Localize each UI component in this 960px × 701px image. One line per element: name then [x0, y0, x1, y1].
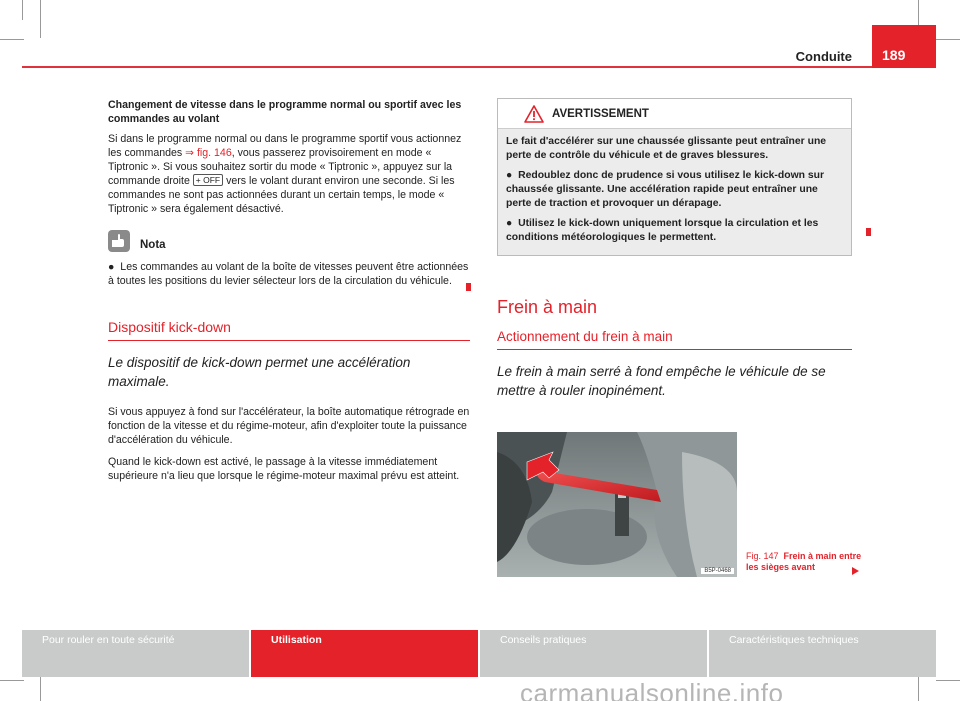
crop-mark — [0, 680, 24, 681]
chapter-title: Conduite — [795, 49, 852, 64]
warning-box — [497, 98, 852, 256]
chapter-navigation — [22, 630, 936, 677]
section-intro-kickdown: Le dispositif de kick-down permet une accélération maximale. — [108, 355, 411, 389]
handbrake-photo — [497, 432, 737, 577]
handbrake-illustration — [497, 432, 737, 577]
crop-mark — [936, 39, 960, 40]
nav-tab-utilisation[interactable]: Utilisation — [251, 630, 478, 677]
warning-intro: Le fait d'accélérer sur une chaussée glissante peut entraîner une perte de contrôle du véhicule et de graves blessures. — [506, 136, 827, 161]
continue-arrow-icon — [852, 567, 859, 575]
paragraph-kickdown-1: Si vous appuyez à fond sur l'accélérateur, la boîte automatique rétrograde en fonction de la vitesse et du régime-moteur, afin d'exploiter toute la puissance d'accélération du véhicule. — [108, 406, 470, 446]
watermark: carmanualsonline.info — [520, 678, 784, 701]
nav-tab-securite[interactable]: Pour rouler en toute sécurité — [22, 630, 249, 677]
nota-item — [108, 260, 470, 288]
nota-title: Nota — [140, 239, 166, 251]
photo-reference-tag: B5P-0468 — [701, 568, 734, 574]
paragraph-kickdown-2: Quand le kick-down est activé, le passage à la vitesse immédiatement supérieure n'a lieu que lorsque le régime-moteur maximal prévu est atteint. — [108, 456, 460, 482]
paragraph-tiptronic — [108, 132, 470, 216]
warning-item-text: Utilisez le kick-down uniquement lorsque la circulation et les conditions météorologiques le permettent. — [506, 218, 819, 243]
nav-tab-conseils[interactable]: Conseils pratiques — [480, 630, 707, 677]
figure-reference-link[interactable]: ⇒ fig. 146 — [185, 147, 232, 159]
section-title-kickdown: Dispositif kick-down — [108, 320, 470, 341]
nav-tab-caracteristiques[interactable]: Caractéristiques techniques — [709, 630, 936, 677]
nota-header — [108, 230, 470, 252]
section-intro-handbrake: Le frein à main serré à fond empêche le véhicule de se mettre à rouler inopinément. — [497, 364, 826, 398]
header-rule — [22, 66, 936, 68]
crop-mark — [0, 39, 24, 40]
section-end-mark — [866, 228, 871, 236]
nota-text: Les commandes au volant de la boîte de vitesses peuvent être actionnées à toutes les positions du levier sélecteur lors de la circulation du véhicule. — [108, 261, 469, 287]
right-column — [497, 98, 852, 414]
section-end-mark — [466, 283, 471, 291]
section-title-handbrake: Actionnement du frein à main — [497, 330, 852, 350]
warning-item — [506, 169, 843, 211]
text-run: vers le volant durant environ une seconde. Si les commandes ne sont pas actionnées durant un certain temps, le mode « Tiptronic » sera également désactivé. — [108, 175, 455, 215]
caption-text: Frein à main entre les sièges avant — [746, 551, 862, 572]
caption-figure-number: Fig. 147 — [746, 551, 779, 561]
figure-caption — [746, 551, 866, 573]
warning-item — [506, 217, 843, 245]
bullet: ● — [506, 170, 513, 181]
crop-mark — [22, 0, 23, 20]
off-key-symbol: + OFF — [193, 174, 223, 186]
warning-header — [498, 99, 851, 129]
subsection-heading: Changement de vitesse dans le programme normal ou sportif avec les commandes au volant — [108, 99, 462, 125]
chapter-section-title: Frein à main — [497, 297, 598, 317]
bullet: ● — [506, 218, 513, 229]
crop-mark — [40, 0, 41, 38]
left-column — [108, 98, 470, 491]
text-run: Si dans le programme normal ou dans le programme sportif vous actionnez les commandes — [108, 133, 462, 159]
warning-title: AVERTISSEMENT — [552, 107, 649, 120]
crop-mark — [936, 680, 960, 681]
warning-triangle-icon — [524, 105, 544, 123]
text-run: , vous passerez provisoirement en mode « Tiptronic ». Si vous souhaitez sortir du mode « Tiptronic », appuyez sur la commande droite — [108, 147, 453, 187]
page-number: 189 — [872, 25, 936, 68]
warning-body — [498, 129, 851, 255]
warning-item-text: Redoublez donc de prudence si vous utilisez le kick-down sur chaussée glissante. Une accélération rapide peut entraîner une perte de traction et provoquer un dérapage. — [506, 170, 825, 209]
bullet: ● — [108, 261, 115, 273]
note-hand-icon — [108, 230, 130, 252]
